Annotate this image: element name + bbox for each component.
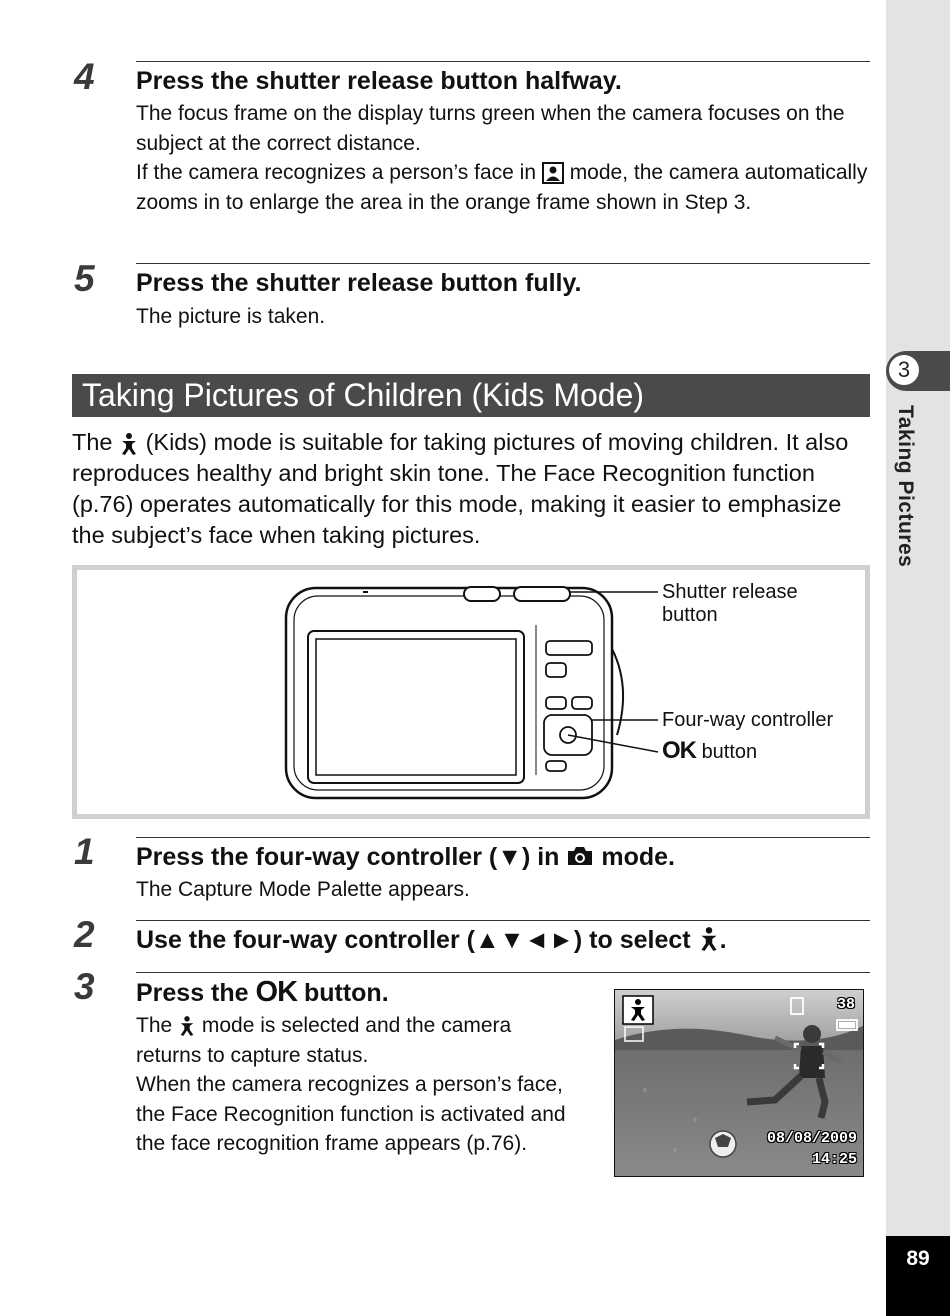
photo-date: 08/08/2009 xyxy=(766,1130,857,1147)
step-2-rule xyxy=(136,920,870,921)
step-1-heading xyxy=(136,842,675,872)
step-3-line1-start: The xyxy=(136,1014,173,1037)
step-3-heading xyxy=(136,977,389,1008)
step-1-heading-start: Press the four-way controller (▼) in xyxy=(136,843,560,871)
step-4-rule xyxy=(136,61,870,62)
step-3-rule xyxy=(136,972,870,973)
ok-glyph: OK xyxy=(662,737,696,764)
step-3-heading-start: Press the xyxy=(136,979,249,1007)
label-shutter-release: Shutter release button xyxy=(662,581,798,626)
step-3-number: 3 xyxy=(74,966,95,1007)
step-4-line2 xyxy=(136,158,871,217)
camera-icon xyxy=(566,845,594,867)
step-1-body: The Capture Mode Palette appears. xyxy=(136,878,470,901)
section-title: Taking Pictures of Children (Kids Mode) xyxy=(72,374,870,417)
step-3-heading-end: button. xyxy=(303,979,389,1007)
kids-mode-icon xyxy=(178,1015,196,1037)
label-four-way-controller: Four-way controller xyxy=(662,709,834,731)
step-4-number: 4 xyxy=(74,56,95,97)
step-3-ok-glyph: OK xyxy=(255,976,298,1008)
kids-mode-icon xyxy=(698,926,720,952)
step-5-rule xyxy=(136,263,870,264)
step-3-line1-end: mode is selected and the camera returns to capture status. xyxy=(136,1014,512,1067)
intro-start: The xyxy=(72,429,113,455)
section-intro xyxy=(72,427,872,551)
page-number: 89 xyxy=(886,1236,950,1316)
step-1-number: 1 xyxy=(74,831,95,872)
step-2-number: 2 xyxy=(74,914,95,955)
step-1-heading-end: mode. xyxy=(601,843,675,871)
label-ok-button xyxy=(662,739,757,764)
step-3-body xyxy=(136,1011,576,1159)
photo-scene xyxy=(615,990,864,1177)
step-4-line2-end: mode, the camera automatically zooms in to enlarge the area in the orange frame shown in Step 3. xyxy=(136,161,868,214)
step-5-heading: Press the shutter release button fully. xyxy=(136,269,582,297)
step-4-body xyxy=(136,99,871,217)
chapter-number: 3 xyxy=(887,353,921,387)
intro-end: (Kids) mode is suitable for taking pictures of moving children. It also reproduces healthy and bright skin tone. The Face Recognition function (p.76) operates automatically for this mode, making it easier to emphasize the subject’s face when taking pictures. xyxy=(72,429,849,548)
step-2-heading xyxy=(136,925,727,955)
step-1-rule xyxy=(136,837,870,838)
chapter-sidebar xyxy=(886,0,950,1316)
step-3-line2: When the camera recognizes a person’s face, the Face Recognition function is activated and the face recognition frame appears (p.76). xyxy=(136,1073,566,1155)
portrait-mode-icon xyxy=(542,162,564,184)
kids-mode-icon xyxy=(119,432,139,456)
step-5-body: The picture is taken. xyxy=(136,305,326,328)
step-4-line1: The focus frame on the display turns green when the camera focuses on the subject at the correct distance. xyxy=(136,102,845,155)
photo-time: 14:25 xyxy=(811,1151,857,1168)
step-4-heading: Press the shutter release button halfway. xyxy=(136,67,622,95)
shots-remaining: 38 xyxy=(836,996,855,1013)
step-4-line2-start: If the camera recognizes a person’s face in xyxy=(136,161,536,184)
step-5-number: 5 xyxy=(74,258,95,299)
step-2-heading-end: . xyxy=(719,926,727,954)
chapter-title: Taking Pictures xyxy=(894,405,917,568)
ok-label-text: button xyxy=(701,741,758,763)
step-3-line1 xyxy=(136,1011,576,1070)
sample-photo xyxy=(614,989,864,1177)
step-2-heading-start: Use the four-way controller (▲▼◄►) to select xyxy=(136,926,691,954)
